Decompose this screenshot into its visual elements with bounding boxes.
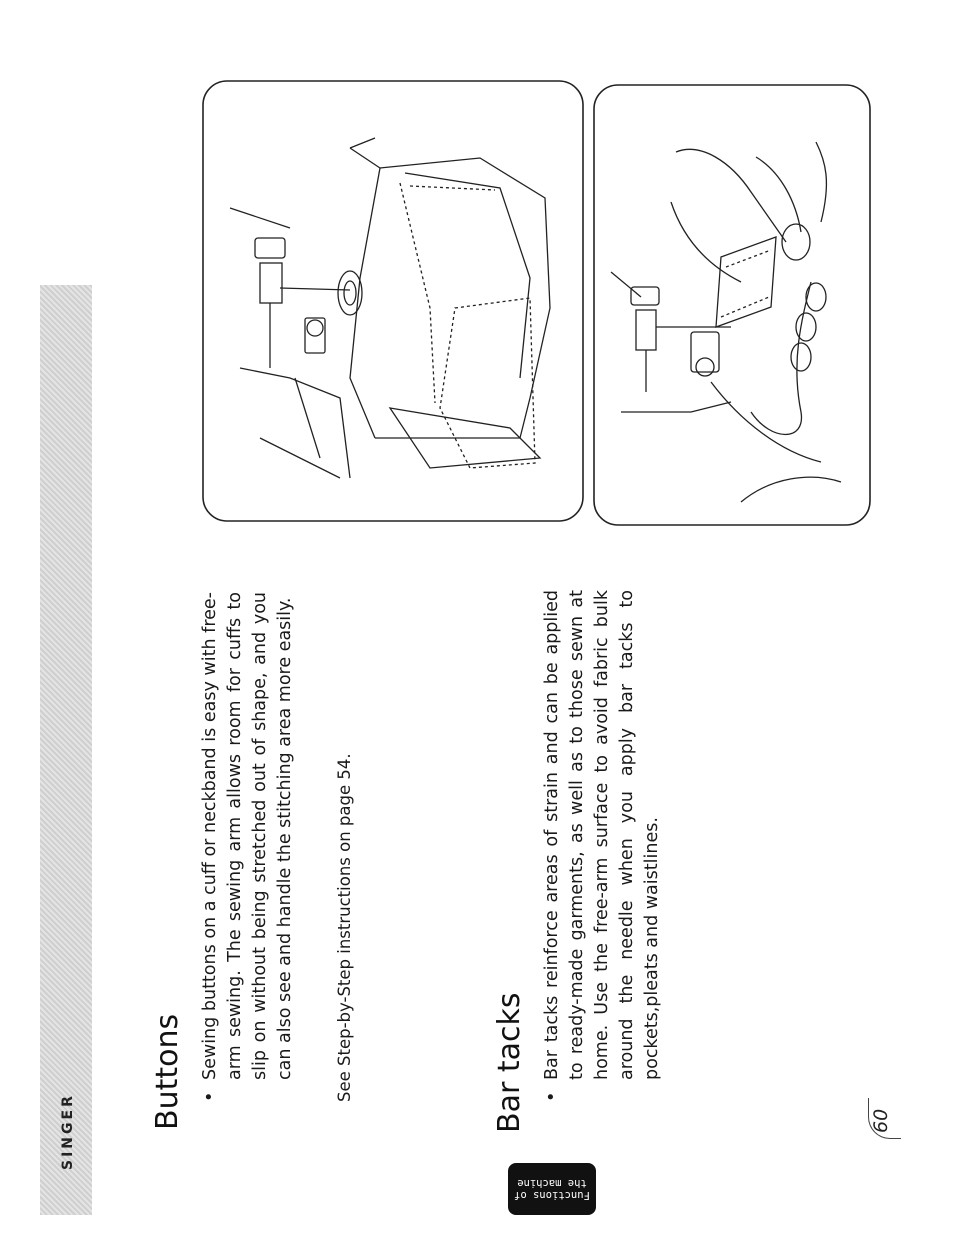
bullet: • [200,1091,220,1102]
buttons-text: Sewing buttons on a cuff or neckband is easy with free-arm sewing. The sewing arm allows room for cuffs to slip on without being stretched out of shape, and you can also see and handle the stitching area more easily. [200,592,295,1080]
tab-line-1: Functions of [514,1189,590,1201]
see-also-text: See Step-by-Step instructions on page 54. [335,753,354,1102]
tab-line-2: the machine [517,1177,587,1189]
gray-side-strip [40,285,92,1215]
brand-logo: SINGER [60,1093,76,1170]
buttons-heading: Buttons [150,1013,185,1130]
bar-tacks-illustration-icon [591,82,873,528]
buttons-illustration-icon [200,78,586,526]
bar-tacks-text: Bar tacks reinforce areas of strain and can be applied to ready-made garments, as well as to those sewn at home. Use the free-arm surface to avoid fabric bulk around the needle when you apply bar tacks to pockets,pleats and waistlines. [542,590,662,1080]
buttons-paragraph [198,592,298,1102]
bullet: • [542,1091,562,1102]
section-tab-label [508,1163,596,1215]
page-number: 60 [870,1108,892,1133]
bar-tacks-paragraph [540,590,665,1102]
bar-tacks-heading: Bar tacks [492,992,527,1133]
